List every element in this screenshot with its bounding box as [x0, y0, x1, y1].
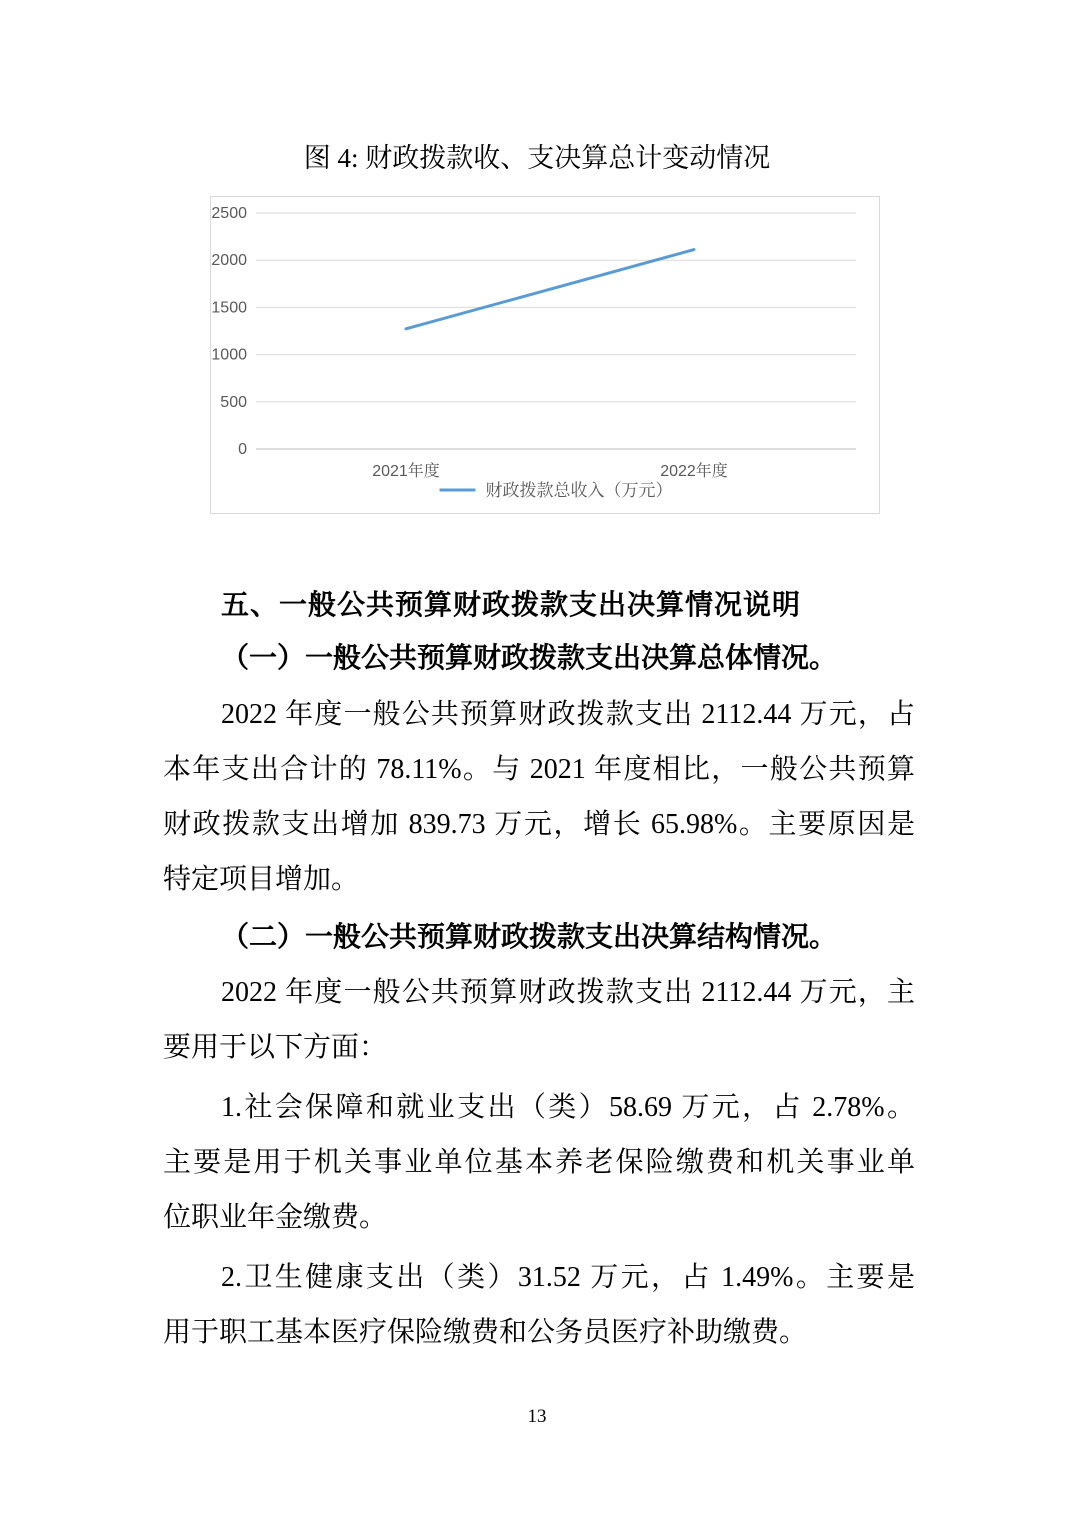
paragraph-line: 本年支出合计的 78.11%。与 2021 年度相比，一般公共预算: [163, 754, 915, 785]
paragraph-line: 财政拨款支出增加 839.73 万元，增长 65.98%。主要原因是: [163, 809, 915, 840]
paragraph-line: 1.社会保障和就业支出（类）58.69 万元，占 2.78%。: [221, 1092, 915, 1123]
list-item-1: [163, 1080, 915, 1245]
paragraph-line: 2022 年度一般公共预算财政拨款支出 2112.44 万元，占: [221, 699, 915, 730]
paragraph-1: [163, 687, 915, 907]
paragraph-line: 主要是用于机关事业单位基本养老保险缴费和机关事业单: [163, 1147, 915, 1178]
svg-text:2022年度: 2022年度: [660, 463, 728, 480]
paragraph-line: 2022 年度一般公共预算财政拨款支出 2112.44 万元，主: [221, 977, 915, 1008]
list-item-2: [163, 1250, 915, 1360]
figure-chart: [210, 196, 880, 514]
svg-text:2500: 2500: [211, 205, 247, 222]
subsection-1-heading: （一）一般公共预算财政拨款支出决算总体情况。: [221, 643, 838, 674]
subsection-2-heading: （二）一般公共预算财政拨款支出决算结构情况。: [221, 922, 838, 953]
paragraph-2: [163, 965, 915, 1075]
svg-text:1000: 1000: [211, 346, 247, 364]
paragraph-line: 用于职工基本医疗保险缴费和公务员医疗补助缴费。: [163, 1317, 808, 1348]
svg-text:1500: 1500: [211, 299, 247, 317]
paragraph-line: 要用于以下方面：: [163, 1032, 388, 1063]
paragraph-line: 位职业年金缴费。: [163, 1202, 388, 1233]
svg-text:500: 500: [220, 393, 247, 411]
section-heading: 五、一般公共预算财政拨款支出决算情况说明: [221, 589, 802, 620]
paragraph-line: 2.卫生健康支出（类）31.52 万元，占 1.49%。主要是: [221, 1262, 915, 1293]
page-number: 13: [527, 1406, 547, 1427]
svg-text:0: 0: [238, 441, 247, 458]
svg-text:2000: 2000: [211, 252, 247, 270]
figure-title: 图 4: 财政拨款收、支决算总计变动情况: [303, 143, 771, 173]
paragraph-line: 特定项目增加。: [163, 864, 360, 895]
figure-chart-svg: [211, 197, 879, 513]
svg-text:2021年度: 2021年度: [372, 463, 440, 480]
svg-text:财政拨款总收入（万元）: 财政拨款总收入（万元）: [485, 481, 673, 500]
